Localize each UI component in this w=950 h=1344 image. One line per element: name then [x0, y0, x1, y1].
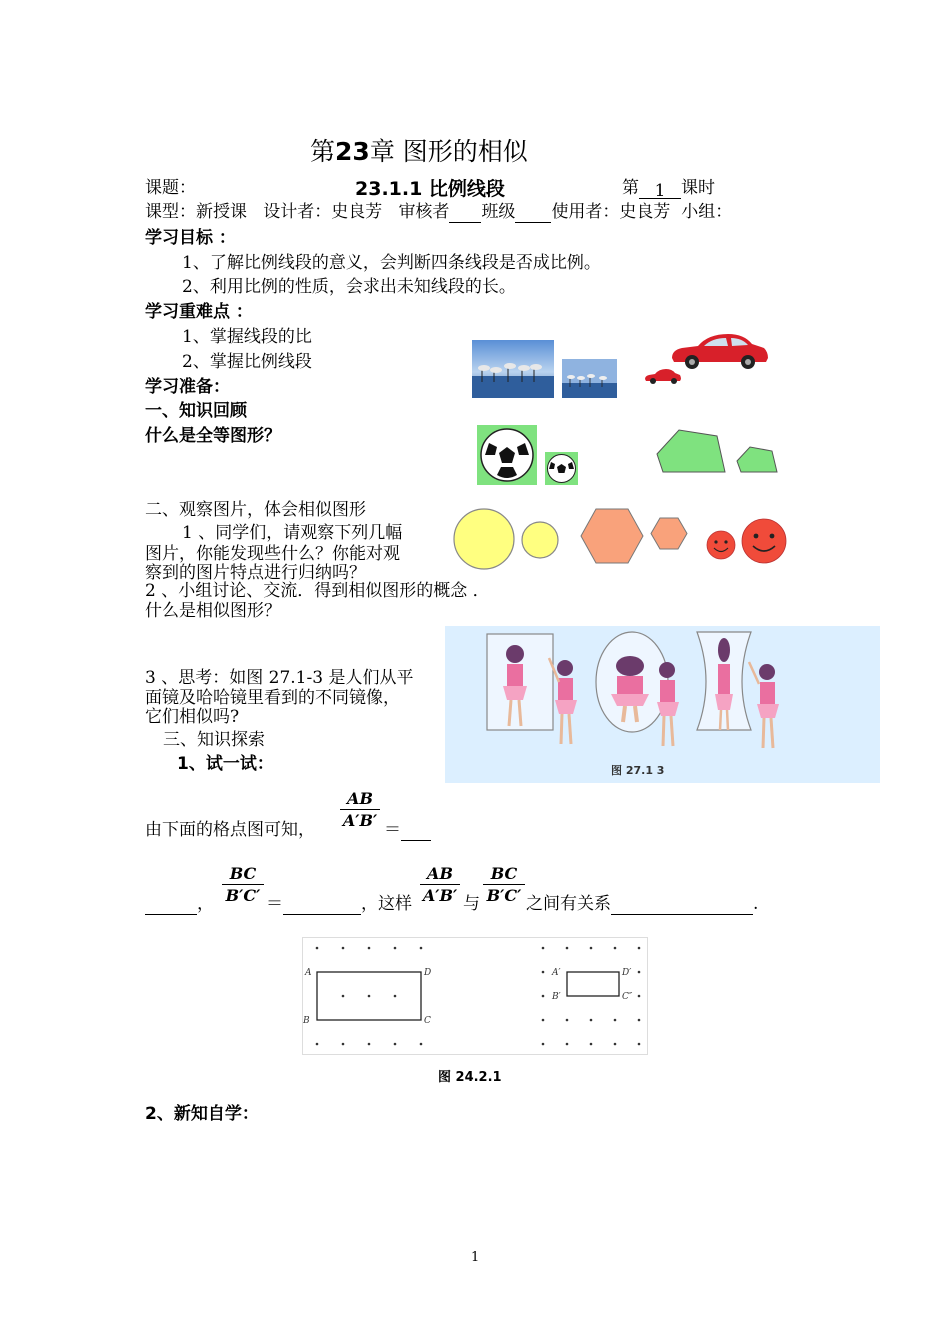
flamingo-photo-large [472, 340, 554, 398]
car-large [668, 330, 770, 372]
key-item: 2、掌握比例线段 [182, 352, 312, 372]
football-small [545, 452, 578, 485]
smiley-large [741, 518, 787, 564]
review-heading: 一、知识回顾 [145, 401, 247, 421]
girl-figure-6 [749, 662, 779, 748]
mirror-figure [445, 626, 880, 783]
grid-figure [302, 937, 648, 1055]
goal-item: 2、利用比例的性质，会求出未知线段的长。 [182, 277, 516, 297]
goal-item: 1、了解比例线段的意义，会判断四条线段是否成比例。 [182, 253, 601, 273]
grid-figure-svg [303, 938, 647, 1054]
hexagon-small [650, 517, 688, 550]
page-title: 第23章 图形的相似 [310, 137, 528, 166]
smiley-small [706, 530, 736, 560]
observe-text: 1 、同学们，请观察下列几幅 [182, 523, 403, 543]
topic-label: 课题： [145, 178, 196, 198]
label-c2: C″ [622, 992, 633, 1002]
fraction-bc-2: BC B′C′ [483, 864, 525, 905]
key-item: 1、掌握线段的比 [182, 327, 312, 347]
car-small [644, 368, 682, 385]
observe-text: 什么是相似图形？ [145, 601, 281, 621]
try-heading: 1、试一试： [177, 754, 274, 774]
self-study-heading: 2、新知自学： [145, 1104, 259, 1124]
formula-eq: ＝ [384, 819, 431, 841]
formula-relation: 之间有关系 . [526, 894, 759, 914]
prep-heading: 学习准备： [145, 377, 230, 397]
formula-eq-2: ＝ ，这样 [266, 894, 412, 914]
observe-text: 它们相似吗? [145, 707, 240, 727]
lesson-info: 课型：新授课 设计者：史良芳 审核者 班级 使用者：史良芳 小组： [145, 202, 733, 222]
pentagon-large [655, 428, 727, 474]
observe-text: 面镜及哈哈镜里看到的不同镜像， [145, 688, 400, 708]
observe-text: 2 、小组讨论、交流．得到相似图形的概念 ． [145, 581, 490, 601]
review-question: 什么是全等图形？ [145, 426, 281, 446]
football-large [477, 425, 537, 485]
fraction-ab-2: AB A′B′ [420, 864, 460, 905]
label-b2: B′ [552, 992, 561, 1002]
observe-text: 3 、思考：如图 27.1-3 是人们从平 [145, 668, 414, 688]
circle-small [520, 520, 560, 560]
pentagon-small [736, 446, 778, 473]
label-a2: A′ [552, 968, 561, 978]
figure-caption: 图 24.2.1 [438, 1070, 502, 1085]
grid-dots-left [316, 947, 423, 1046]
label-d2: D′ [622, 968, 632, 978]
label-a: A [305, 968, 312, 978]
topic-title: 23.1.1 比例线段 [355, 178, 505, 200]
observe-heading: 二、观察图片，体会相似图形 [145, 500, 366, 520]
label-c: C [424, 1016, 431, 1026]
circle-large [452, 507, 516, 571]
rect-a2b2c2d2 [567, 972, 619, 996]
formula-line-1: 由下面的格点图可知， [145, 820, 315, 840]
formula-line-2: ， [145, 893, 214, 915]
goals-heading: 学习目标 ： [145, 228, 236, 248]
fraction-bc: BC B′C′ [222, 864, 264, 905]
lesson-number: 第 1 课时 [622, 178, 715, 201]
observe-text: 图片，你能发现些什么？你能对观 [145, 544, 400, 564]
flamingo-photo-small [562, 359, 617, 398]
observe-text: 察到的图片特点进行归纳吗？ [145, 563, 366, 583]
fraction-ab: AB A′B′ [340, 789, 380, 830]
mirror-caption: 图 27.1 3 [611, 764, 665, 777]
formula-and: 与 [463, 894, 480, 914]
page-number: 1 [471, 1250, 480, 1265]
key-heading: 学习重难点 ： [145, 302, 253, 322]
explore-heading: 三、知识探索 [163, 730, 265, 750]
label-b: B [303, 1016, 310, 1026]
hexagon-large [580, 508, 644, 564]
label-d: D [424, 968, 432, 978]
